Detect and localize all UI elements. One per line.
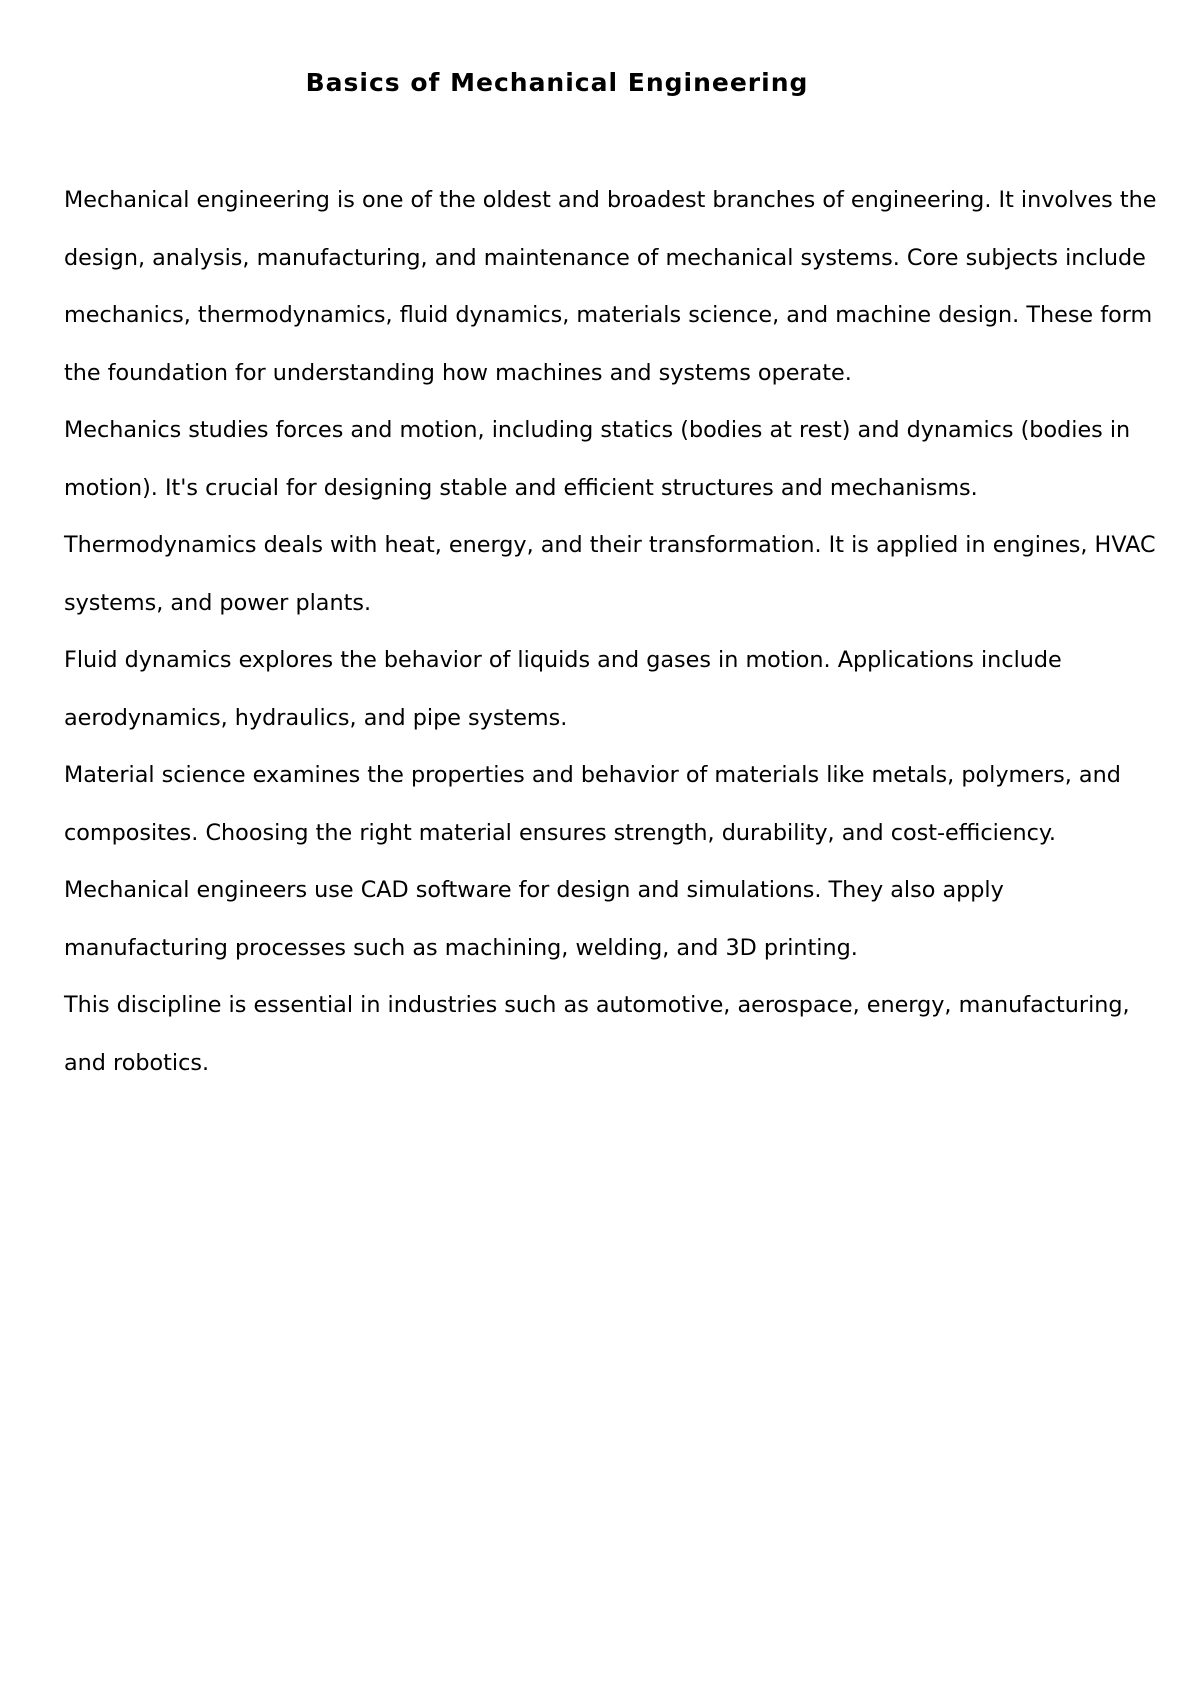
paragraph-industries: This discipline is essential in industries such as automotive, aerospace, energy, manufacturing, and robotics.: [64, 992, 1130, 1076]
paragraph-fluid-dynamics: Fluid dynamics explores the behavior of liquids and gases in motion. Applications include aerodynamics, hydraulics, and pipe systems.: [64, 647, 1062, 731]
paragraph-mechanics: Mechanics studies forces and motion, including statics (bodies at rest) and dynamics (bodies in motion). It's crucial for designing stable and efficient structures and mechanisms.: [64, 417, 1131, 501]
document-body: [64, 172, 1164, 1092]
paragraph-cad-manufacturing: Mechanical engineers use CAD software for design and simulations. They also apply manufacturing processes such as machining, welding, and 3D printing.: [64, 877, 1004, 961]
paragraph-introduction: Mechanical engineering is one of the oldest and broadest branches of engineering. It involves the design, analysis, manufacturing, and maintenance of mechanical systems. Core subjects include mechanics, thermodynamics, fluid dynamics, materials science, and machine design. These form the foundation for understanding how machines and systems operate.: [64, 187, 1157, 386]
paragraph-thermodynamics: Thermodynamics deals with heat, energy, and their transformation. It is applied in engines, HVAC systems, and power plants.: [64, 532, 1156, 616]
document-title: Basics of Mechanical Engineering: [305, 68, 809, 97]
paragraph-material-science: Material science examines the properties and behavior of materials like metals, polymers, and composites. Choosing the right material ensures strength, durability, and cost-efficiency.: [64, 762, 1121, 846]
